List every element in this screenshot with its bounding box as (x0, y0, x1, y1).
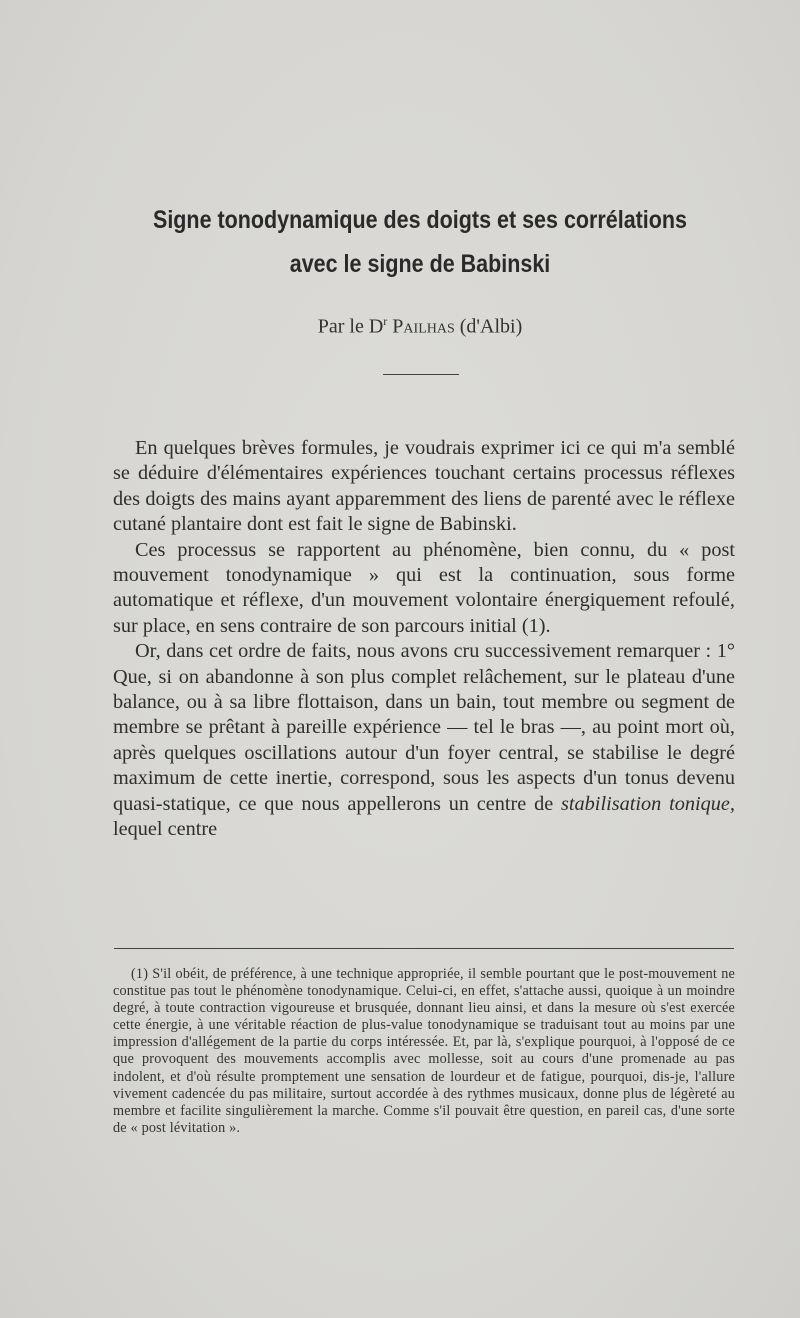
body-paragraph-1: En quelques brèves formules, je voudrais exprimer ici ce qui m'a semblé se déduire d'élémentaires expériences touchant certains processus réflexes des doigts des mains ayant apparemment des liens de parenté avec le réflexe cutané plantaire dont est fait le signe de Babinski. (113, 437, 735, 536)
body-paragraph-2: Ces processus se rapportent au phénomène, bien connu, du « post mouvement tonodynamique » qui est la continuation, sous forme automatique et réflexe, d'un mouvement volontaire énergiquement refoulé, sur place, en sens contraire de son parcours initial (1). (113, 538, 735, 637)
byline-prefix: Par le D (317, 315, 384, 338)
article-title-line-1: Signe tonodynamique des doigts et ses corrélations (152, 206, 688, 234)
author-location: (d'Albi) (459, 315, 523, 338)
paragraph-3-italic: stabilisation tonique, (561, 792, 735, 815)
author-byline (100, 314, 740, 339)
footnote (113, 966, 735, 1137)
article-body (113, 436, 735, 843)
body-paragraph-3 (113, 639, 735, 842)
author-name: Pailhas (392, 315, 455, 338)
article-title-line-2: avec le signe de Babinski (289, 250, 551, 278)
paragraph-3-end: lequel centre (113, 818, 218, 841)
paragraph-3-text: Or, dans cet ordre de faits, nous avons cru successivement remarquer : 1° Que, si on abandonne à son plus complet relâchement, sur le plateau d'une balance, ou à sa libre flottaison, dans un bain, tout membre ou segment de membre se prêtant à pareille expérience — tel le bras —, au point mort où, après quelques oscillations autour d'un foyer central, se stabilise le degré maximum de cette inertie, correspond, sous les aspects d'un tonus devenu quasi-statique, ce que nous appellerons un centre de (113, 640, 735, 815)
footnote-divider (114, 948, 734, 949)
byline-superscript: r (383, 314, 388, 328)
footnote-text: (1) S'il obéit, de préférence, à une technique appropriée, il semble pourtant que le post-mouvement ne constitue pas tout le phénomène tonodynamique. Celui-ci, en effet, s'attache aussi, quoique à un moindre degré, à toute contraction vigoureuse et brusquée, donnant lieu ainsi, et dans la mesure où s'est exercée cette énergie, à une véritable réaction de plus-value tonodynamique se traduisant tout au moins par une impression d'allégement de la partie du corps intéressée. Et, par là, s'explique pourquoi, à l'opposé de ce que provoquent des mouvements accomplis avec mollesse, soit au cours d'une promenade au pas indolent, et d'où résulte promptement une sensation de lourdeur et de fatigue, pourquoi, dis-je, l'allure vivement cadencée du pas militaire, surtout accordée à des rythmes musicaux, donne plus de légèreté au membre et facilite singulièrement la marche. Comme s'il pouvait être question, en pareil cas, d'une sorte de « post lévitation ». (113, 966, 735, 1136)
title-divider (383, 374, 459, 375)
